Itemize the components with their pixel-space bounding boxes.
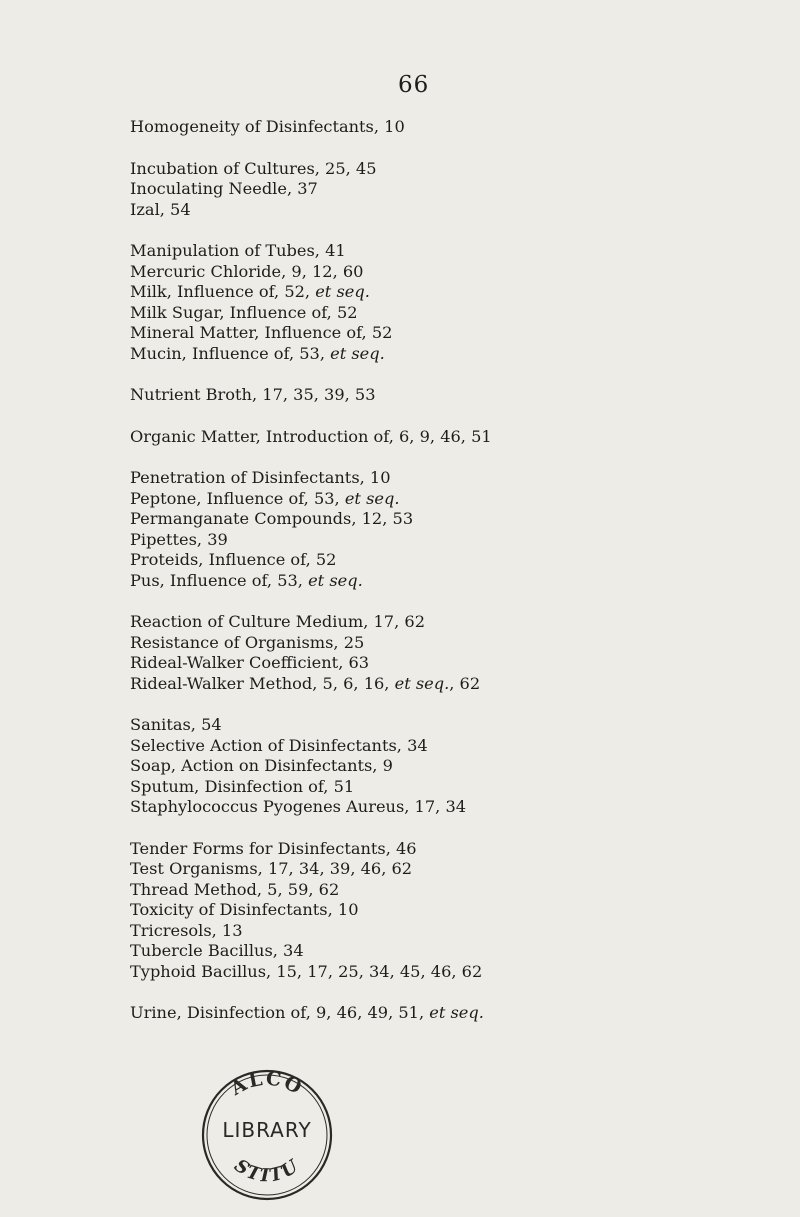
index-entry [130, 880, 780, 901]
entry-text: Sanitas, 54 [130, 715, 222, 734]
entry-text: Reaction of Culture Medium, 17, 62 [130, 612, 425, 631]
page-number: 66 [398, 72, 430, 98]
index-entry [130, 509, 780, 530]
index-entry [130, 736, 780, 757]
entry-text: Pus, Influence of, 53, [130, 570, 309, 590]
entry-text: Mucin, Influence of, 53, [130, 343, 331, 363]
entry-italic: et seq. [344, 488, 400, 508]
entry-text: Izal, 54 [130, 199, 191, 219]
entry-text: Thread Method, 5, 59, 62 [130, 879, 340, 899]
entry-italic: et seq. [429, 1003, 484, 1022]
stamp-bottom-text: STITU [230, 1155, 304, 1187]
entry-text: Peptone, Influence of, 53, [130, 488, 345, 508]
index-entry [130, 653, 780, 674]
entry-after: , 62 [449, 673, 481, 693]
index-entry [130, 756, 780, 777]
index-entry [130, 344, 780, 365]
index-entry [130, 489, 780, 510]
entry-italic: et seq. [330, 343, 385, 363]
entry-text: Rideal-Walker Coefficient, 63 [130, 653, 370, 672]
index-entry [130, 777, 780, 798]
index-entry [130, 839, 780, 860]
entry-italic: et seq. [394, 673, 450, 693]
index-group [130, 159, 780, 221]
entry-text: Rideal-Walker Method, 5, 6, 16, [130, 673, 395, 693]
index-entry [130, 962, 780, 983]
index-entry [130, 900, 780, 921]
index-entry [130, 323, 780, 344]
index-entry [130, 859, 780, 880]
index-entry [130, 427, 780, 448]
entry-text: Milk, Influence of, 52, [130, 282, 316, 301]
index-entry [130, 385, 780, 406]
entry-italic: et seq. [308, 570, 363, 590]
index-entry [130, 159, 780, 180]
entry-text: Soap, Action on Disinfectants, 9 [130, 756, 393, 775]
index-group [130, 1003, 780, 1024]
index-entry [130, 262, 780, 283]
entry-text: Toxicity of Disinfectants, 10 [130, 900, 359, 919]
entry-text: Tender Forms for Disinfectants, 46 [130, 838, 417, 858]
index-entry [130, 633, 780, 654]
index-group [130, 612, 780, 694]
index-entry [130, 282, 780, 303]
entry-text: Incubation of Cultures, 25, 45 [130, 158, 377, 178]
entry-text: Sputum, Disinfection of, 51 [130, 776, 355, 796]
library-stamp [192, 1060, 342, 1210]
index-entry [130, 674, 780, 695]
entry-text: Tubercle Bacillus, 34 [130, 941, 304, 960]
entry-text: Selective Action of Disinfectants, 34 [130, 735, 428, 755]
entry-text: Resistance of Organisms, 25 [130, 632, 365, 652]
entry-text: Staphylococcus Pyogenes Aureus, 17, 34 [130, 797, 467, 816]
svg-text:ALCO [226, 1067, 307, 1100]
index-group [130, 427, 780, 448]
index-entry [130, 200, 780, 221]
index-entry [130, 303, 780, 324]
index-entry [130, 921, 780, 942]
entry-text: Tricresols, 13 [130, 920, 243, 940]
index-entry [130, 571, 780, 592]
index-list [130, 117, 780, 1045]
index-entry [130, 550, 780, 571]
entry-text: Homogeneity of Disinfectants, 10 [130, 117, 405, 136]
entry-text: Test Organisms, 17, 34, 39, 46, 62 [130, 859, 413, 878]
entry-text: Mercuric Chloride, 9, 12, 60 [130, 261, 364, 281]
entry-text: Urine, Disinfection of, 9, 46, 49, 51, [130, 1003, 430, 1022]
entry-text: Mineral Matter, Influence of, 52 [130, 323, 393, 342]
entry-text: Inoculating Needle, 37 [130, 179, 318, 198]
index-entry [130, 468, 780, 489]
entry-text: Penetration of Disinfectants, 10 [130, 468, 391, 487]
stamp-label: LIBRARY [222, 1118, 312, 1142]
index-entry [130, 797, 780, 818]
index-entry [130, 612, 780, 633]
index-entry [130, 941, 780, 962]
entry-text: Pipettes, 39 [130, 529, 228, 549]
index-entry [130, 117, 780, 138]
entry-text: Organic Matter, Introduction of, 6, 9, 46, 51 [130, 426, 492, 446]
entry-text: Typhoid Bacillus, 15, 17, 25, 34, 45, 46, 62 [130, 961, 483, 981]
entry-italic: et seq. [315, 282, 370, 301]
index-entry [130, 241, 780, 262]
index-group [130, 117, 780, 138]
entry-text: Permanganate Compounds, 12, 53 [130, 509, 414, 528]
index-group [130, 839, 780, 983]
index-group [130, 715, 780, 818]
index-group [130, 241, 780, 364]
svg-text:STITU [230, 1155, 303, 1187]
index-group [130, 385, 780, 406]
index-entry [130, 179, 780, 200]
entry-text: Nutrient Broth, 17, 35, 39, 53 [130, 385, 376, 404]
stamp-top-text: ALCO [226, 1067, 307, 1100]
index-entry [130, 1003, 780, 1024]
entry-text: Proteids, Influence of, 52 [130, 550, 337, 569]
entry-text: Milk Sugar, Influence of, 52 [130, 302, 358, 322]
index-entry [130, 715, 780, 736]
index-group [130, 468, 780, 591]
index-entry [130, 530, 780, 551]
entry-text: Manipulation of Tubes, 41 [130, 241, 346, 260]
